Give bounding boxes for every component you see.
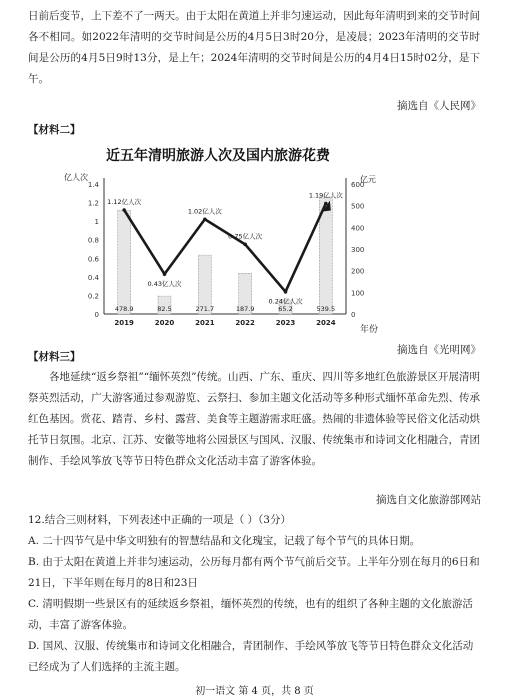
line-value-label: 0.75亿人次	[228, 232, 263, 241]
x-tick-label: 2024	[316, 319, 336, 327]
question-stem: 12.结合三则材料，下列表述中正确的一项是（ ）（3分）	[28, 514, 291, 526]
left-tick-label: 0.6	[87, 255, 99, 264]
line-value-label: 1.19亿人次	[308, 191, 343, 200]
bar	[118, 210, 131, 314]
option-b: B. 由于太阳在黄道上并非匀速运动，公历每月都有两个节气前后交节。上半年分别在每月的6日和21日，下半年则在每月的8日和23日	[28, 556, 480, 589]
x-axis-label: 年份	[360, 325, 379, 335]
material3-source: 摘选自文化旅游部网站	[376, 494, 481, 506]
option-c: C. 清明假期一些景区有的延续返乡祭祖，缅怀英烈的传统，也有的组织了各种主题的文化旅游活动，丰富了游客体验。	[28, 598, 473, 631]
x-tick-label: 2023	[275, 319, 296, 327]
material3-paragraph: 各地延续“返乡祭祖”“缅怀英烈”传统。山西、广东、重庆、四川等多地红色旅游景区开展清明祭英烈活动，广大游客通过参观游览、云祭扫、参加主题文化活动等多种形式缅怀革命先烈、传承红色基因。赏花、踏青、乡村、露营、美食等主题游需求旺盛。热闹的非遗体验等民俗文化活动烘托节日氛围。北京、江苏、安徽等地将公园景区与国风、汉服、传统集市和诗词文化相融合，青团制作、手绘风筝放飞等节日特色群众文化活动丰富了游客体验。	[28, 371, 480, 467]
option-d: D. 国风、汉服、传统集市和诗词文化相融合，青团制作、手绘风筝放飞等节日特色群众文化活动已经成为了人们选择的主流主题。	[28, 640, 474, 673]
right-tick-label: 200	[351, 267, 365, 276]
intro-source: 摘选自《人民网》	[397, 100, 481, 112]
left-axis-label: 亿人次	[64, 173, 88, 182]
material2-heading: 【材料二】	[28, 124, 81, 136]
x-tick-label: 2020	[154, 319, 175, 327]
left-tick-label: 0	[94, 311, 99, 319]
x-tick-label: 2022	[235, 319, 255, 327]
right-tick-label: 100	[351, 289, 365, 298]
line-value-label: 0.43亿人次	[147, 280, 182, 289]
right-axis-label: 亿元	[360, 175, 376, 184]
intro-paragraph: 日前后变节，上下差不了一两天。由于太阳在黄道上并非匀速运动，因此每年清明到来的交节时间各不相同。如2022年清明的交节时间是公历的4月5日3时20分，是凌晨；2023年清明的交节时间是公历的4月5日9时13分，是上午；2024年清明的交节时间是公历的4月4日15时02分，是下午。	[28, 10, 480, 85]
left-tick-label: 1	[94, 218, 99, 227]
bar-value-label: 478.9	[114, 305, 134, 313]
line-value-label: 1.02亿人次	[187, 207, 222, 216]
chart-title: 近五年清明旅游人次及国内旅游花费	[106, 148, 330, 164]
bar-value-label: 82.5	[157, 305, 172, 313]
material2-source: 摘选自《光明网》	[397, 344, 481, 356]
line-point	[163, 272, 167, 276]
left-tick-label: 0.8	[87, 236, 99, 245]
left-tick-label: 1.4	[87, 181, 99, 189]
line-point	[122, 208, 126, 212]
bar-value-label: 539.5	[316, 305, 336, 313]
left-tick-label: 1.2	[87, 199, 99, 208]
option-a: A. 二十四节气是中华文明独有的智慧结晶和文化瑰宝，记载了每个节气的具体日期。	[28, 535, 421, 547]
line-series	[124, 204, 326, 292]
left-tick-label: 0.2	[87, 292, 99, 301]
bar-value-label: 187.9	[235, 305, 255, 313]
bar-value-label: 65.2	[278, 305, 293, 313]
right-tick-label: 400	[351, 224, 365, 233]
x-tick-label: 2021	[195, 319, 215, 327]
line-value-label: 0.24亿人次	[268, 297, 303, 306]
line-point	[284, 290, 288, 294]
tourism-chart	[60, 142, 390, 342]
right-tick-label: 500	[351, 202, 365, 211]
line-value-label: 1.12亿人次	[107, 198, 142, 206]
line-point	[243, 243, 247, 247]
right-tick-label: 300	[351, 246, 365, 254]
left-tick-label: 0.4	[87, 273, 99, 282]
x-tick-label: 2019	[114, 319, 134, 327]
bar-value-label: 271.7	[195, 305, 215, 313]
material3-heading: 【材料三】	[28, 351, 81, 363]
right-tick-label: 0	[351, 311, 356, 319]
line-point	[203, 217, 207, 221]
line-point	[324, 202, 328, 206]
page-footer: 初一语文 第 4 页，共 8 页	[195, 686, 314, 697]
right-tick-label: 600	[351, 181, 365, 189]
